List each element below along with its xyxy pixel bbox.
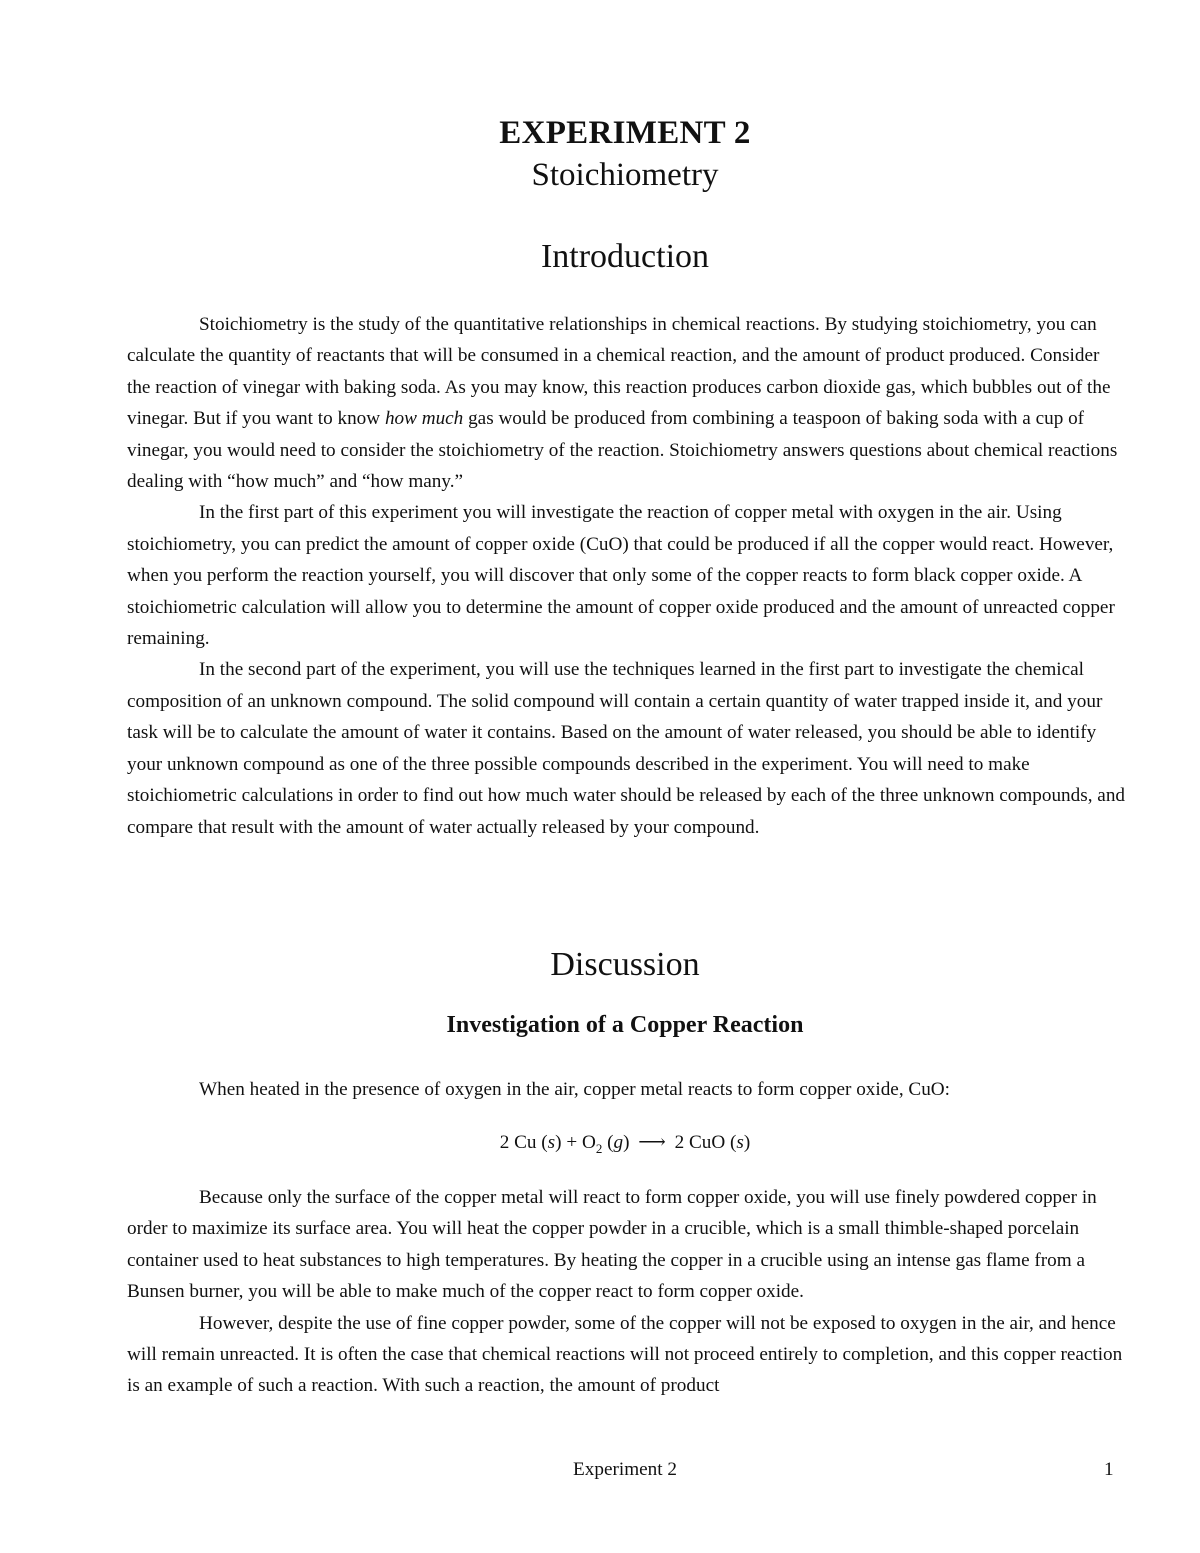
equation-close-paren-product: ) (743, 1132, 751, 1153)
introduction-body (127, 309, 1127, 843)
introduction-paragraph-1-text-a: Stoichiometry is the study of the quantitative relationships in chemical reactions. By studying stoichiometry, you can calculate the quantity of reactants that will be consumed in a chemical reaction, and the amount of product produced. Consider the reaction of vinegar with baking soda. As you may know, this reaction produces carbon dioxide gas, which bubbles out of the vinegar. But if you want to know (127, 314, 1111, 430)
subscript-two: 2 (595, 1140, 603, 1156)
footer-label: Experiment 2 (573, 1459, 677, 1480)
equation-lead-sentence: When heated in the presence of oxygen in the air, copper metal reacts to form copper oxide, CuO: (199, 1079, 950, 1100)
state-solid: s (547, 1132, 556, 1153)
document-subtitle: Stoichiometry (531, 157, 719, 193)
reaction-arrow-icon: ⟶ (638, 1132, 666, 1153)
equation-close-paren: ) (623, 1132, 630, 1153)
discussion-paragraph-1: Because only the surface of the copper metal will react to form copper oxide, you will use finely powdered copper in order to maximize its surface area. You will heat the copper powder in a crucible, which is a small thimble-shaped porcelain container used to heat substances to high temperatures. By heating the copper in a crucible using an intense gas flame from a Bunsen burner, you will be able to make much of the copper react to form copper oxide. (127, 1187, 1097, 1303)
discussion-paragraph-2: However, despite the use of fine copper powder, some of the copper will not be exposed to oxygen in the air, and hence will remain unreacted. It is often the case that chemical reactions will not proceed entirely to completion, and this copper reaction is an example of such a reaction. With such a reaction, the amount of product (127, 1312, 1123, 1397)
emphasis-how-much: how much (384, 408, 464, 430)
introduction-heading: Introduction (540, 238, 710, 275)
state-gas: g (613, 1132, 624, 1153)
equation-product-cuo: 2 CuO ( (669, 1132, 737, 1153)
introduction-paragraph-3: In the second part of the experiment, you will use the techniques learned in the first part to investigate the chemical composition of an unknown compound. The solid compound will contain a certain quantity of water trapped inside it, and your task will be to calculate the amount of water it contains. Based on the amount of water released, you should be able to identify your unknown compound as one of the three possible compounds described in the experiment. You will need to make stoichiometric calculations in order to find out how much water should be released by each of the three unknown compounds, and compare that result with the amount of water actually released by your compound. (127, 659, 1126, 838)
equation-reactant-cu: 2 Cu ( (499, 1132, 548, 1153)
copper-reaction-subheading: Investigation of a Copper Reaction (446, 1012, 804, 1038)
chemical-equation (0, 1127, 1200, 1165)
introduction-paragraph-1-text-b: gas would be produced from combining a teaspoon of baking soda with a cup of vinegar, you would need to consider the stoichiometry of the reaction. Stoichiometry answers questions about chemical reactions dealing with “how much” and “how many.” (127, 408, 1118, 493)
introduction-paragraph-2: In the first part of this experiment you will investigate the reaction of copper metal with oxygen in the air. Using stoichiometry, you can predict the amount of copper oxide (CuO) that could be produced if all the copper would react. However, when you perform the reaction yourself, you will discover that only some of the copper reacts to form black copper oxide. A stoichiometric calculation will allow you to determine the amount of copper oxide produced and the amount of unreacted copper remaining. (127, 502, 1115, 650)
page-number: 1 (1104, 1459, 1114, 1480)
state-solid-product: s (736, 1132, 744, 1153)
discussion-heading: Discussion (550, 946, 700, 983)
equation-plus-o: ) + O (555, 1132, 596, 1153)
discussion-body (127, 1182, 1127, 1402)
introduction-paragraph-1 (127, 309, 1127, 497)
document-title: EXPERIMENT 2 (499, 115, 751, 151)
equation-open-paren: ( (602, 1132, 614, 1153)
